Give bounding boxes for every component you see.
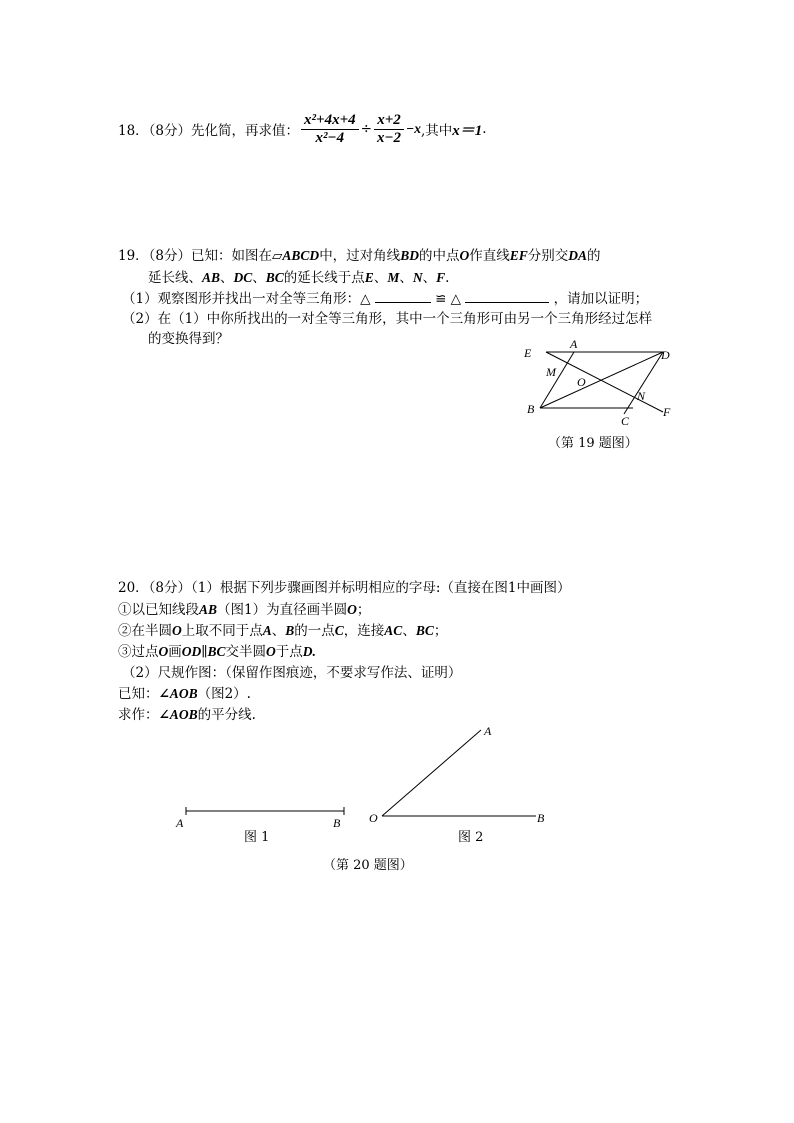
q20-o: O — [266, 644, 276, 659]
congruent-sign: ≌ △ — [435, 291, 462, 307]
q20-ab: AB — [199, 602, 218, 617]
q20-text: ； — [433, 623, 448, 639]
answer-blank-1[interactable] — [375, 290, 431, 303]
q20-line-1: 20．（8分）（1）根据下列步骤画图并标明相应的字母:（直接在图1中画图） — [118, 580, 571, 596]
q19-part-2b: 的变换得到？ — [148, 331, 229, 347]
label-O: O — [577, 375, 586, 389]
q20-step-3 — [118, 640, 316, 660]
q20-a: A — [262, 623, 272, 638]
q20-sep: 、 — [271, 623, 286, 639]
label-M: M — [546, 365, 556, 379]
label-F: F — [663, 405, 671, 419]
q19-line-1 — [118, 244, 600, 264]
q20-angle: ∠AOB — [158, 707, 198, 722]
q20-ac: AC — [384, 623, 403, 638]
q20-o: O — [347, 602, 357, 617]
fig2-caption: 图 2 — [458, 830, 484, 845]
q19-text: 分别交 — [527, 248, 569, 264]
edge-AB — [540, 352, 574, 408]
q19-bc: BC — [265, 270, 284, 285]
q20-step-1 — [118, 598, 370, 618]
q19-m: M — [387, 270, 400, 285]
fig2-label-A: A — [484, 724, 492, 738]
q19-sep: 、 — [373, 270, 388, 286]
label-B: B — [527, 402, 535, 416]
q18-minus-x: −x — [406, 121, 421, 136]
q19-text: 的中点 — [418, 248, 460, 264]
q20-caption: （第 20 题图） — [323, 858, 413, 873]
label-D: D — [661, 348, 670, 362]
parallelogram-symbol: ▱ — [272, 248, 283, 263]
q18-line — [118, 104, 487, 154]
q20-step-2 — [118, 619, 447, 639]
answer-blank-2[interactable] — [465, 290, 549, 303]
q20-od: OD — [181, 644, 202, 659]
q20-figures — [168, 722, 568, 847]
q20-text: ； — [356, 602, 371, 618]
q20-text: 交半圆 — [225, 644, 267, 660]
q20-o: O — [158, 644, 169, 659]
q19-part-1 — [122, 287, 648, 307]
q19-ab: AB — [202, 270, 221, 285]
label-N: N — [637, 389, 646, 403]
q19-part1-text: （1）观察图形并找出一对全等三角形：△ — [122, 291, 371, 307]
q20-b: B — [285, 623, 295, 638]
q20-text: （图1）为直径画半圆 — [217, 602, 348, 618]
q19-dc: DC — [233, 270, 253, 285]
q19-line-2 — [148, 266, 449, 286]
q19-text: 19．（8分）已知：如图在 — [118, 248, 273, 264]
q18-end: . — [482, 121, 487, 137]
q18-fraction-1-denominator: x²−4 — [315, 129, 345, 146]
q19-text: 中，过对角线 — [319, 248, 401, 264]
q20-bc: BC — [415, 623, 434, 638]
q19-e: E — [364, 270, 374, 285]
q19-text: 的 — [586, 248, 601, 264]
q19-text: 作直线 — [469, 248, 510, 264]
q18-fraction-1 — [301, 112, 359, 147]
q20-text: 于点 — [275, 644, 303, 660]
q19-text: 的延长线于点 — [283, 270, 365, 286]
q19-text: 延长线、 — [148, 270, 202, 286]
q20-c: C — [334, 623, 344, 638]
q19-sep: 、 — [220, 270, 234, 286]
q19-bd: BD — [400, 248, 419, 263]
q19-part-2a: （2）在（1）中你所找出的一对全等三角形，其中一个三角形可由另一个三角形经过怎样 — [122, 311, 653, 327]
label-C: C — [621, 414, 630, 428]
q19-n: N — [412, 270, 423, 285]
q18-prefix: 18．（8分）先化简，再求值： — [118, 123, 300, 139]
q20-text: 上取不同于点 — [181, 623, 263, 639]
q20-angle: ∠AOB — [158, 686, 198, 701]
q18-fraction-2-denominator: x−2 — [376, 129, 402, 146]
fig2-label-O: O — [369, 811, 378, 825]
q19-part1-text: ，请加以证明； — [553, 291, 649, 307]
q20-text: ，连接 — [343, 623, 385, 639]
q19-o: O — [459, 248, 470, 263]
q18-fraction-2 — [374, 112, 404, 147]
q20-o: O — [172, 623, 182, 638]
q20-text: ③过点 — [118, 644, 159, 660]
q20-text: （图2）. — [197, 686, 251, 702]
q18-where: ,其中 — [420, 123, 453, 139]
q20-text: 的一点 — [294, 623, 335, 639]
q19-caption: （第 19 题图） — [548, 436, 638, 451]
fig1-label-A: A — [176, 816, 184, 830]
q20-text: 求作： — [118, 707, 159, 723]
q20-seek — [118, 703, 256, 723]
ray-OA — [382, 730, 481, 816]
line-EF — [546, 352, 663, 412]
fig1-label-B: B — [333, 816, 341, 830]
q18-fraction-1-numerator: x²+4x+4 — [301, 112, 359, 130]
q20-sep: 、 — [402, 623, 416, 639]
q19-sep: 、 — [252, 270, 266, 286]
q20-text: ①以已知线段 — [118, 602, 199, 618]
q20-known — [118, 682, 251, 702]
q19-ef: EF — [509, 248, 528, 263]
q19-sep: 、 — [422, 270, 437, 286]
q20-part-2: （2）尺规作图：（保留作图痕迹，不要求写作法、证明） — [122, 665, 462, 681]
q18-fraction-2-numerator: x+2 — [374, 112, 404, 130]
q20-d: D. — [302, 644, 316, 659]
parallel-sign: ∥ — [201, 644, 208, 660]
q19-sep: 、 — [399, 270, 413, 286]
q18-condition: x＝1 — [452, 122, 483, 139]
q19-f: F — [436, 270, 446, 285]
q19-abcd: ABCD — [282, 248, 320, 263]
label-A: A — [570, 337, 578, 351]
fig1-caption: 图 1 — [244, 830, 270, 845]
q20-text: ②在半圆 — [118, 623, 172, 639]
q20-text: 已知： — [118, 686, 159, 702]
fig2-label-B: B — [537, 811, 545, 825]
label-E: E — [524, 346, 532, 360]
q20-bc: BC — [207, 644, 226, 659]
q19-da: DA — [568, 248, 587, 263]
q20-text: 画 — [168, 644, 182, 660]
q19-text: . — [445, 270, 450, 286]
q20-text: 的平分线. — [197, 707, 256, 723]
q18-divide-sign: ÷ — [360, 121, 372, 137]
